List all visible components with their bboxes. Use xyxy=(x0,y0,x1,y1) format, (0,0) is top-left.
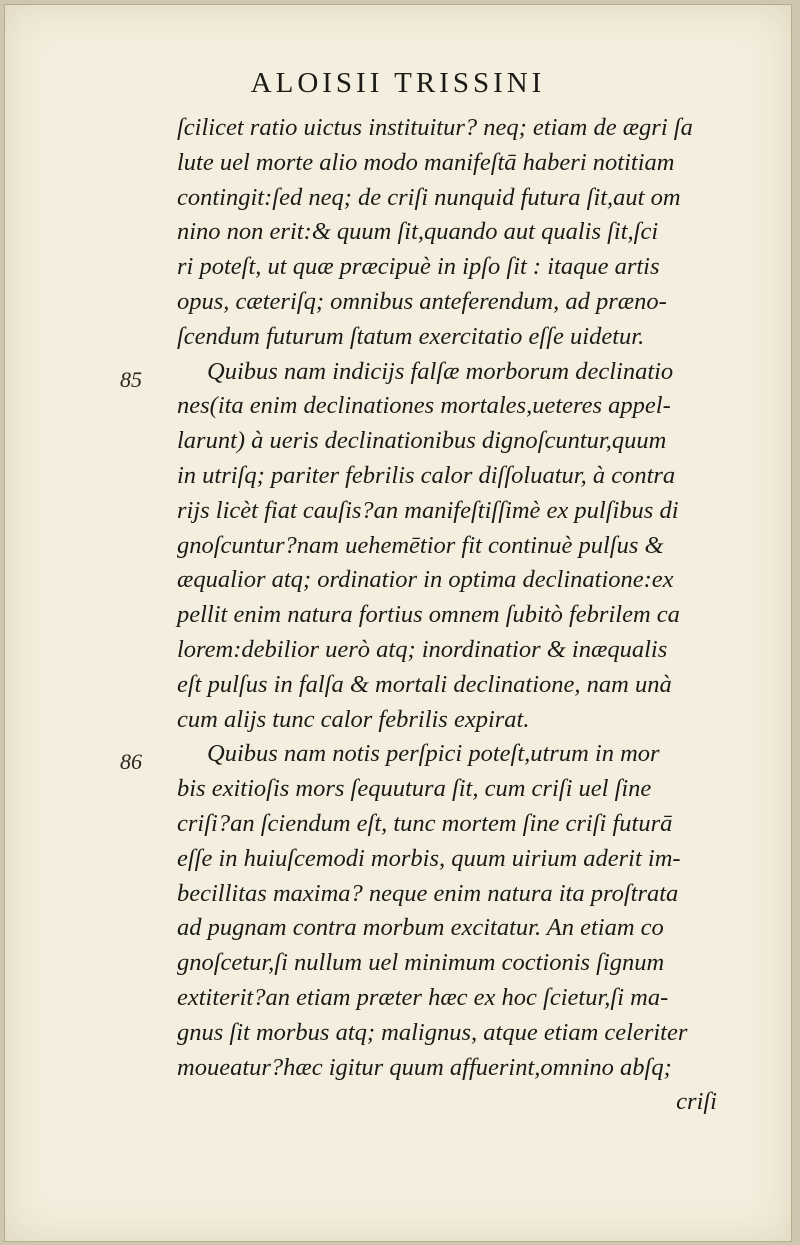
text-line: opus, cæteriſq; omnibus anteferendum, ad præno- xyxy=(177,287,667,315)
text-line: larunt) à ueris declinationibus dignoſcuntur,quum xyxy=(177,427,667,455)
text-line: extiterit?an etiam præter hæc ex hoc ſcietur,ſi ma- xyxy=(177,983,669,1011)
margin-number: 85 xyxy=(120,367,142,392)
text-line: lute uel morte alio modo manifeſtā haberi notitiam xyxy=(177,148,675,176)
text-line: gnoſcuntur?nam uehemētior fit continuè pulſus & xyxy=(177,531,664,559)
text-line: criſi?an ſciendum eſt, tunc mortem ſine criſi futurā xyxy=(177,809,673,837)
text-line: rijs licèt fiat cauſis?an manifeſtiſſimè ex pulſibus di xyxy=(177,496,679,524)
text-line: ſcilicet ratio uictus instituitur? neq; etiam de ægri ſa xyxy=(177,114,693,141)
text-line: æqualior atq; ordinatior in optima declinatione:ex xyxy=(177,566,674,594)
text-line: in utriſq; pariter febrilis calor diſſoluatur, à contra xyxy=(177,461,676,489)
text-line: moueatur?hæc igitur quum affuerint,omnino abſq; xyxy=(177,1053,672,1081)
text-line: pellit enim natura fortius omnem ſubitò febrilem ca xyxy=(177,601,680,629)
text-line: becillitas maxima? neque enim natura ita proſtrata xyxy=(177,879,679,907)
text-line: ſcendum futurum ſtatum exercitatio eſſe uidetur. xyxy=(177,322,645,350)
paragraph-start-line: Quibus nam indicijs falſæ morborum declinatio xyxy=(207,357,674,385)
text-line: nes(ita enim declinationes mortales,ueteres appel- xyxy=(177,392,671,420)
catchword: criſi xyxy=(676,1088,717,1116)
text-line: gnus ſit morbus atq; malignus, atque etiam celeriter xyxy=(177,1018,688,1046)
text-line: eſt pulſus in falſa & mortali declinatione, nam unà xyxy=(177,670,672,698)
margin-number: 86 xyxy=(120,749,142,774)
text-line: ri poteſt, ut quæ præcipuè in ipſo ſit : itaque artis xyxy=(177,253,660,281)
book-page xyxy=(4,4,792,1242)
paragraph-start-line: Quibus nam notis perſpici poteſt,utrum in mor xyxy=(207,740,660,768)
running-head: ALOISII TRISSINI xyxy=(250,67,546,99)
body-text xyxy=(177,111,717,1120)
text-line: ad pugnam contra morbum excitatur. An etiam co xyxy=(177,914,664,942)
text-line: gnoſcetur,ſi nullum uel minimum coctionis ſignum xyxy=(177,949,665,977)
text-line: eſſe in huiuſcemodi morbis, quum uirium aderit im- xyxy=(177,844,681,872)
text-line: bis exitioſis mors ſequutura ſit, cum criſi uel ſine xyxy=(177,775,652,803)
text-line: lorem:debilior uerò atq; inordinatior & inæqualis xyxy=(177,635,668,663)
text-line: nino non erit:& quum ſit,quando aut qualis ſit,ſci xyxy=(177,218,659,246)
text-line: contingit:ſed neq; de criſi nunquid futura ſit,aut om xyxy=(177,183,681,211)
text-line: cum alijs tunc calor febrilis expirat. xyxy=(177,705,530,733)
